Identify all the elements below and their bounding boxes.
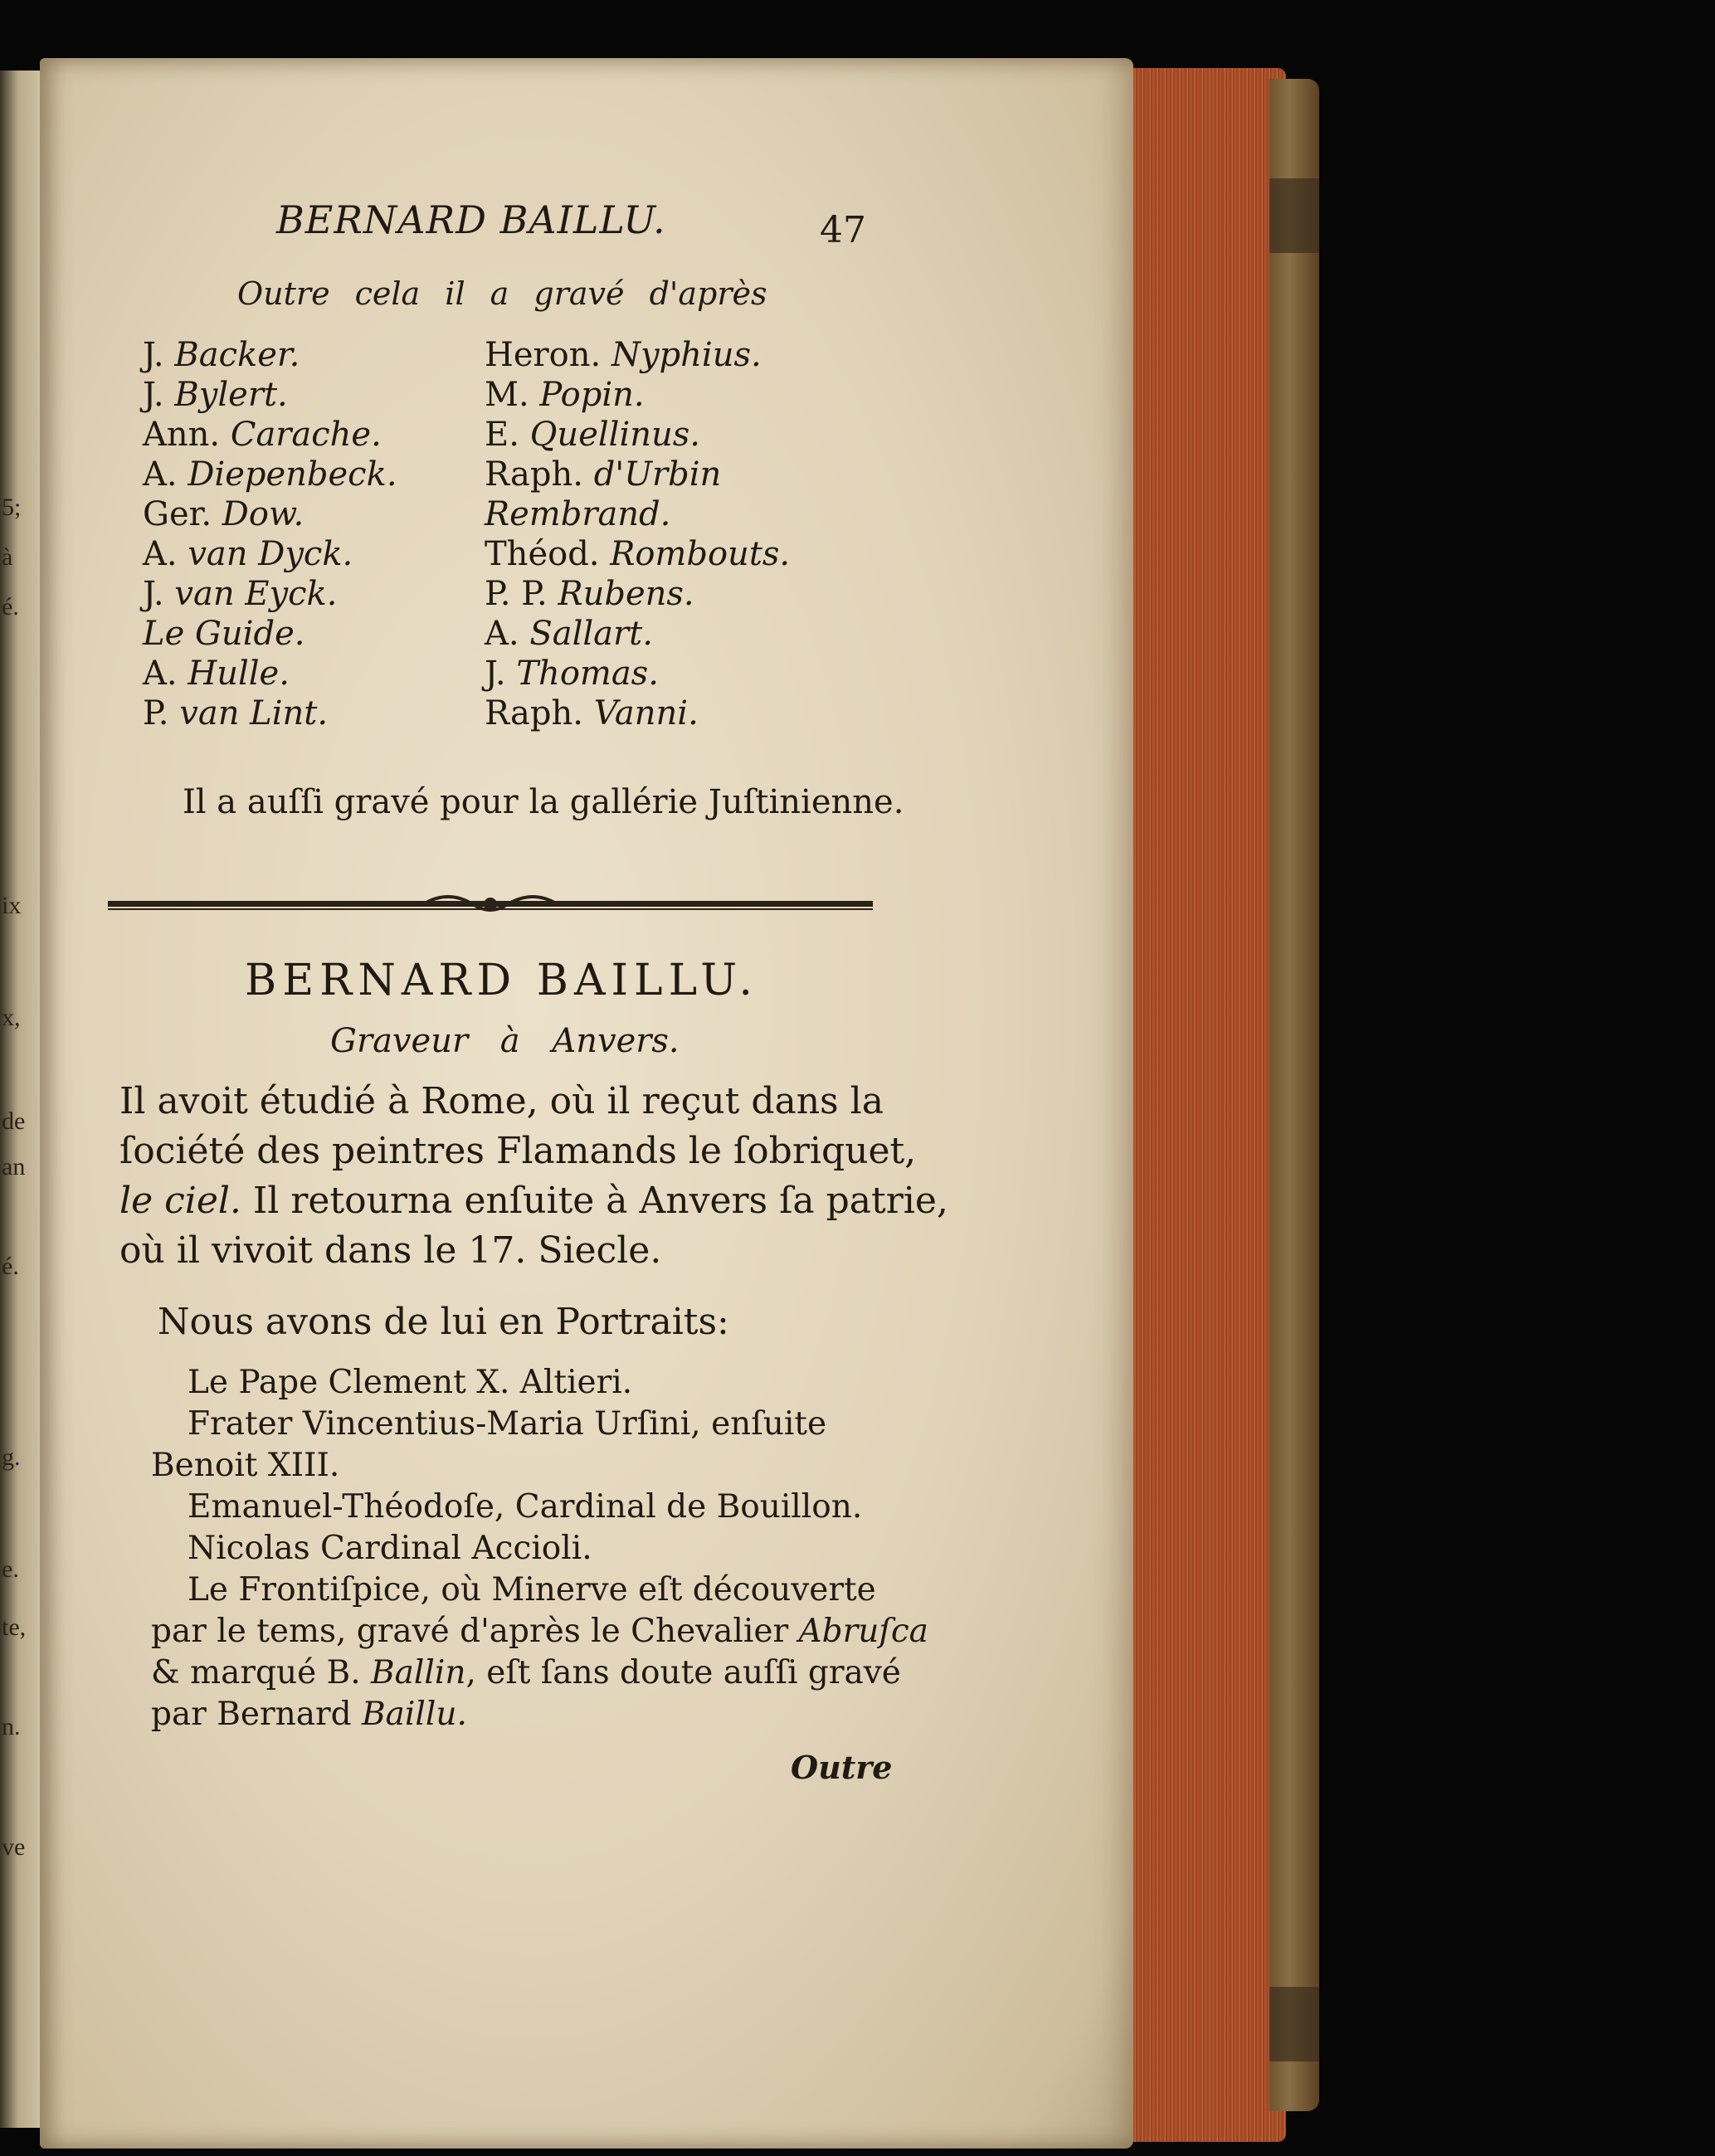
ornamental-rule [108,889,873,919]
page-number: 47 [820,209,866,251]
paragraph-line: le ciel. Il retourna enſuite à Anvers ſa patrie, [119,1180,948,1222]
list-item: Le Guide. [143,615,305,653]
list-item: A. Diepenbeck. [143,455,397,494]
list-item: Ann. Carache. [143,416,382,454]
list-item: Nicolas Cardinal Accioli. [188,1530,592,1567]
list-item: Le Pape Clement X. Altieri. [188,1364,633,1401]
cover-band [1269,178,1319,253]
artist-list-left [143,335,397,733]
catchword: Outre [791,1749,893,1786]
margin-fragment: à [2,543,13,571]
margin-fragment: e. [2,1555,19,1583]
running-title: BERNARD BAILLU. [276,197,666,242]
portrait-list [151,1362,928,1735]
artist-list-right [485,335,790,733]
paragraph-line: Il avoit étudié à Rome, où il reçut dans la [119,1080,884,1122]
list-item: P. P. Rubens. [485,575,694,613]
entry-title: BERNARD BAILLU. [245,956,758,1005]
book-cover-edge [1269,79,1319,2111]
cover-band [1269,1987,1319,2061]
list-item: A. Sallart. [485,615,653,653]
list-item: A. Hulle. [143,655,290,693]
margin-fragment: x, [2,1004,21,1031]
list-heading: Outre cela il a gravé d'après [237,275,767,312]
list-item: Emanuel-Théodoſe, Cardinal de Bouillon. [188,1488,863,1526]
list-item: J. Thomas. [485,655,659,693]
list-item: Benoit XIII. [151,1447,340,1484]
list-item: A. van Dyck. [143,535,353,573]
paragraph-line: où il vivoit dans le 17. Siecle. [119,1229,662,1272]
list-item: Théod. Rombouts. [485,535,791,573]
margin-fragment: é. [2,1253,19,1280]
closing-line: Il a auſſi gravé pour la gallérie Juſtinienne. [183,783,904,821]
margin-fragment: ve [2,1833,26,1861]
paragraph-line: ſociété des peintres Flamands le ſobriquet, [119,1130,917,1172]
list-item: Le Frontiſpice, où Minerve eſt découverte [188,1571,876,1608]
margin-fragment: é. [2,593,19,621]
page-block-edge [1128,68,1286,2142]
list-item: Raph. d'Urbin [485,455,722,494]
list-item: J. Bylert. [143,376,288,414]
list-item: Rembrand. [485,495,671,533]
list-item: Ger. Dow. [143,495,305,533]
margin-fragment: n. [2,1713,21,1740]
biography-paragraph [119,1077,948,1276]
margin-fragment: g. [2,1443,21,1471]
list-item: M. Popin. [485,376,645,414]
list-item: P. van Lint. [143,694,329,732]
list-item: J. Backer. [143,336,300,374]
entry-subtitle: Graveur à Anvers. [330,1022,680,1060]
margin-fragment: 5; [2,494,22,521]
list-item: par le tems, gravé d'après le Chevalier Abruſca [151,1613,928,1650]
list-item: Heron. Nyphius. [485,336,762,374]
portraits-heading: Nous avons de lui en Portraits: [158,1301,729,1343]
list-item: Frater Vincentius-Maria Urſini, enſuite [188,1405,827,1443]
list-item: Raph. Vanni. [485,694,699,732]
margin-fragment: ix [2,892,22,919]
margin-fragment: an [2,1153,26,1180]
margin-fragment: de [2,1107,26,1135]
list-item: par Bernard Baillu. [151,1696,467,1733]
list-item: J. van Eyck. [143,575,338,613]
margin-fragment: te, [2,1613,27,1641]
list-item: E. Quellinus. [485,416,701,454]
list-item: & marqué B. Ballin, eſt ſans doute auſſi gravé [151,1654,901,1691]
